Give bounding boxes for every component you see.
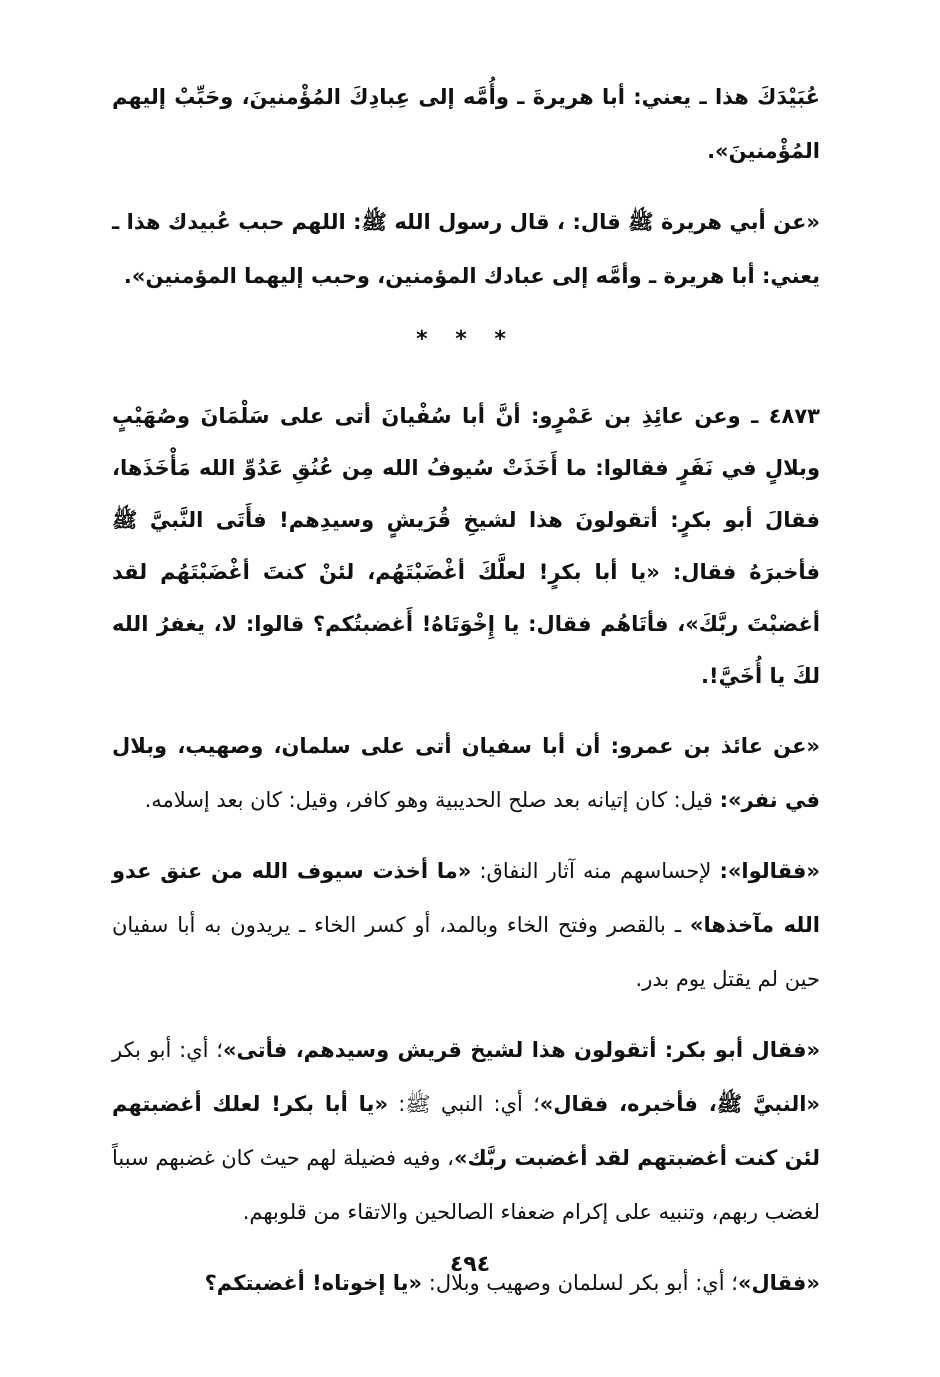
page-number: ٤٩٤ [449,1252,491,1277]
quoted-text: «فقال» [737,1271,820,1295]
quoted-text: «فقالوا»: [719,859,820,883]
paragraph-commentary-3 [112,844,820,1006]
quoted-text: «النبيَّ ﷺ، فأخبره، فقال» [539,1092,820,1116]
document-body [112,70,820,1327]
quoted-text: «يا إخوتاه! أغضبتكم؟ [204,1271,423,1295]
paragraph-hadith-4873 [112,390,820,702]
paragraph-commentary-2 [112,719,820,827]
plain-text: ؛ أي: النبي ﷺ: [388,1092,540,1116]
quoted-text: «ما أخذت سيوف الله من عنق عدو الله مآخذها» [112,859,820,937]
quoted-text: «فقال أبو بكر: أتقولون هذا لشيخ قريش وسيدهم، فأتى» [222,1038,821,1062]
plain-text: لإحساسهم منه آثار النفاق: [471,859,720,883]
quoted-text: «عن عائذ بن عمرو: أن أبا سفيان أتى على سلمان، وصهيب، وبلال في نفر»: [112,734,820,812]
paragraph-text: ٤٨٧٣ ـ وعن عائِذِ بن عَمْرٍو: أنَّ أبا سُفْيانَ أتى على سَلْمَانَ وصُهَيْبٍ وبلالٍ في نَفَرٍ فقالوا: ما أَخَذَتْ سُيوفُ الله مِن عُنُقِ عَدُوِّ الله مَأْخَذَها، فقالَ أبو بكرٍ: أتقولونَ هذا لشيخِ قُرَيشٍ وسيدِهم! فأَتَى النَّبيَّ ﷺ فأخبرَهُ فقال: «يا أبا بكرٍ! لعلَّكَ أغْضَبْتَهُم، لئنْ كنتَ أغْضَبْتَهُم لقد أغضبْتَ ربَّكَ»، فأتَاهُم فقال: يا إِخْوَتَاهُ! أَغضبتُكم؟ قالوا: لا، يغفرُ الله لكَ يا أُخَيَّ!. [112,404,820,688]
plain-text: ؛ أي: أبو بكر لسلمان وصهيب وبلال: [422,1271,738,1295]
section-separator: * * * [416,327,516,352]
plain-text: ، وفيه فضيلة لهم حيث كان غضبهم سبباً لغضب ربهم، وتنبيه على إكرام ضعفاء الصالحين والاتقاء من قلوبهم. [112,1146,820,1224]
paragraph-commentary-4 [112,1023,820,1239]
paragraph-text: عُبَيْدَكَ هذا ـ يعني: أبا هريرةَ ـ وأُمَّه إلى عِبادِكَ المُؤْمنينَ، وحَبِّبْ إليهم المُؤْمنينَ». [112,85,820,163]
plain-text: ـ بالقصر وفتح الخاء وبالمد، أو كسر الخاء ـ يريدون به أبا سفيان حين لم يقتل يوم بدر. [112,913,820,991]
paragraph-commentary-1 [112,195,820,303]
quoted-text: «يا أبا بكر! لعلك أغضبتهم لئن كنت أغضبتهم لقد أغضبت ربَّك» [112,1092,820,1170]
paragraph-text: «عن أبي هريرة ﷺ قال: ، قال رسول الله ﷺ: اللهم حبب عُبيدك هذا ـ يعني: أبا هريرة ـ وأمَّه إلى عبادك المؤمنين، وحبب إليهما المؤمنين». [112,210,820,288]
paragraph-hadith-continuation [112,70,820,178]
plain-text: قيل: كان إتيانه بعد صلح الحديبية وهو كافر، وقيل: كان بعد إسلامه. [144,788,720,812]
plain-text: ؛ أي: أبو بكر [112,1038,223,1062]
